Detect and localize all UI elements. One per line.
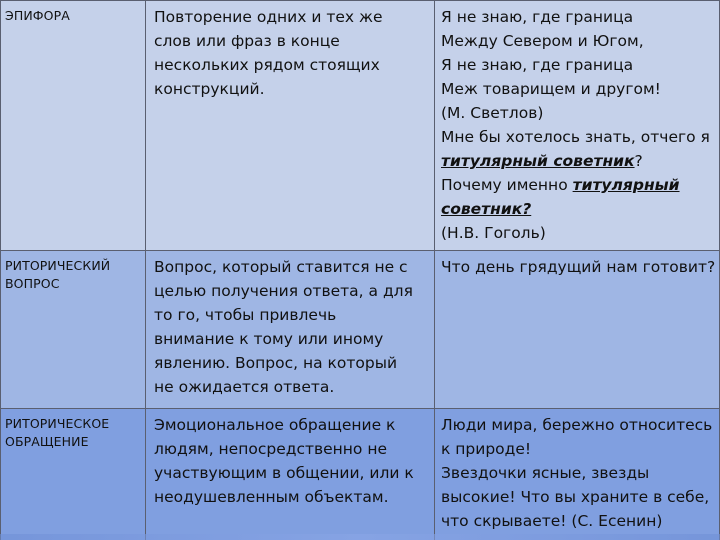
term-label: ОБРАЩЕНИЕ: [5, 434, 89, 449]
table-row-rhetorical-question: [1, 251, 720, 409]
example-line: Что день грядущий нам готовит?: [441, 258, 716, 276]
example-line: [441, 197, 717, 221]
definition-line: неодушевленным объектам.: [154, 488, 389, 506]
example-line: Звездочки ясные, звезды: [441, 464, 650, 482]
example-text: Почему именно: [441, 176, 573, 194]
definition-cell: [146, 409, 435, 540]
term-label: РИТОРИЧЕСКИЙ: [5, 258, 111, 273]
example-cell: [435, 1, 720, 251]
definition-line: слов или фраз в конце: [154, 32, 340, 50]
example-citation: (Н.В. Гоголь): [441, 224, 546, 242]
definition-line: Вопрос, который ставится не с: [154, 258, 408, 276]
example-citation: что скрываете! (С. Есенин): [441, 512, 663, 530]
example-line: Меж товарищем и другом!: [441, 80, 661, 98]
term-label: ВОПРОС: [5, 276, 60, 291]
term-label: ЭПИФОРА: [5, 8, 70, 23]
example-line: высокие! Что вы храните в себе,: [441, 488, 710, 506]
definition-line: явлению. Вопрос, на который: [154, 354, 398, 372]
definition-line: конструкций.: [154, 80, 265, 98]
emphasized-phrase: титулярный: [572, 176, 680, 194]
definition-line: то го, чтобы привлечь: [154, 306, 337, 324]
example-line: Люди мира, бережно относитесь: [441, 416, 713, 434]
table-row-rhetorical-address: [1, 409, 720, 540]
table-row-epiphora: [1, 1, 720, 251]
definition-line: людям, непосредственно не: [154, 440, 388, 458]
example-line: Я не знаю, где граница: [441, 56, 634, 74]
definition-line: не ожидается ответа.: [154, 378, 335, 396]
term-cell: [1, 251, 146, 409]
definition-cell: [146, 1, 435, 251]
definition-line: Эмоциональное обращение к: [154, 416, 396, 434]
example-line: Я не знаю, где граница: [441, 8, 634, 26]
term-cell: [1, 409, 146, 540]
example-citation: (М. Светлов): [441, 104, 544, 122]
definition-line: целью получения ответа, а для: [154, 282, 413, 300]
definition-line: участвующим в общении, или к: [154, 464, 414, 482]
definition-line: нескольких рядом стоящих: [154, 56, 380, 74]
example-line: Мне бы хотелось знать, отчего я: [441, 128, 710, 146]
definition-line: Повторение одних и тех же: [154, 8, 383, 26]
definition-line: внимание к тому или иному: [154, 330, 384, 348]
example-line: [441, 149, 717, 173]
example-line: [441, 173, 717, 197]
term-label: РИТОРИЧЕСКОЕ: [5, 416, 110, 431]
example-cell: [435, 409, 720, 540]
emphasized-phrase: советник?: [441, 200, 532, 218]
example-cell: [435, 251, 720, 409]
punctuation: ?: [634, 152, 643, 170]
example-line: к природе!: [441, 440, 532, 458]
emphasized-phrase: титулярный советник: [441, 152, 635, 170]
example-line: Между Севером и Югом,: [441, 32, 644, 50]
decorative-bottom-strip: [0, 534, 720, 540]
definition-cell: [146, 251, 435, 409]
term-cell: [1, 1, 146, 251]
